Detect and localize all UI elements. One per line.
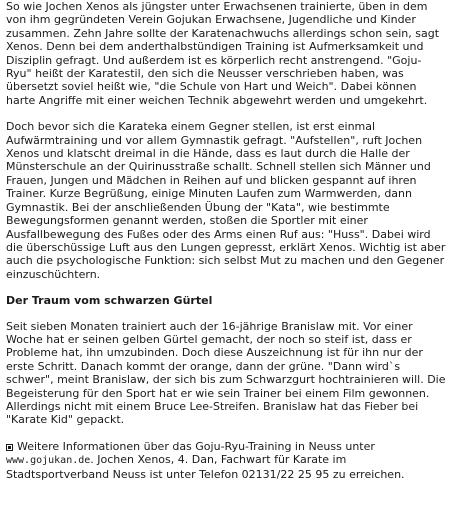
info-note bbox=[6, 440, 446, 481]
article-paragraph-1: So wie Jochen Xenos als jüngster unter Erwachsenen trainierte, üben in dem von ihm gegründeten Verein Gojukan Erwachsene, Jugendliche und Kinder zusammen. Zehn Jahre sollte der Karatenachwuchs allerdings schon sein, sagt Xenos. Denn bei dem anderthalbstündigen Training ist Aufmerksamkeit und Disziplin gefragt. Und außerdem ist es körperlich recht anstrengend. "Goju-Ryu" heißt der Karatestil, den sich die Neusser verschrieben haben, was übersetzt soviel heißt wie, "die Schule von Hart und Weich". Dabei können harte Angriffe mit einer weichen Technik abgewehrt werden und umgekehrt. bbox=[6, 0, 440, 107]
article-body bbox=[6, 0, 446, 481]
website-link[interactable]: www.gojukan.de bbox=[6, 455, 91, 467]
article-paragraph-3: Seit sieben Monaten trainiert auch der 16-jährige Branislaw mit. Vor einer Woche hat er seinen gelben Gürtel gemacht, der noch so steif ist, dass er Probleme hat, ihn umzubinden. Doch diese Auszeichnung ist für ihn nur der erste Schritt. Danach kommt der orange, dann der grüne. "Dann wird`s schwer", meint Branislaw, der sich bis zum Schwarzgurt hochtrainieren will. Die Begeisterung für den Sport hat er wie sein Trainer bei einem Film gewonnen. Allerdings nicht mit einem Bruce Lee-Streifen. Branislaw hat das Fieber bei "Karate Kid" gepackt. bbox=[6, 319, 446, 427]
info-lead-text: Weitere Informationen über das Goju-Ryu-Training in Neuss unter bbox=[17, 439, 375, 453]
square-bullet-icon bbox=[6, 444, 13, 451]
article-paragraph-2: Doch bevor sich die Karateka einem Gegner stellen, ist erst einmal Aufwärmtraining und vor allem Gymnastik gefragt. "Aufstellen", ruft Jochen Xenos und klatscht dreimal in die Hände, dass es laut durch die Halle der Münsterschule an der Quirinusstraße schallt. Schnell stellen sich Männer und Frauen, Jungen und Mädchen in Reihen auf und blicken gespannt auf ihren Trainer. Kurze Begrüßung, einige Minuten Laufen zum Warmwerden, dann Gymnastik. Bei der anschließenden Übung der "Kata", wie bestimmte Bewegungsformen genannt werden, stoßen die Sportler mit einer Ausfallbewegung des Fußes oder des Arms einen Ruf aus: "Huss". Dabei wird die überschüssige Luft aus den Lungen gepresst, erklärt Xenos. Wichtig ist aber auch die psychologische Funktion: sich selbst Mut zu machen und den Gegener einzuschüchtern. bbox=[6, 120, 446, 281]
info-contact-text: . Jochen Xenos, 4. Dan, Fachwart für Karate im Stadtsportverband Neuss ist unter Telefon 02131/22 25 95 zu erreichen. bbox=[6, 453, 405, 481]
section-heading: Der Traum vom schwarzen Gürtel bbox=[6, 294, 213, 308]
